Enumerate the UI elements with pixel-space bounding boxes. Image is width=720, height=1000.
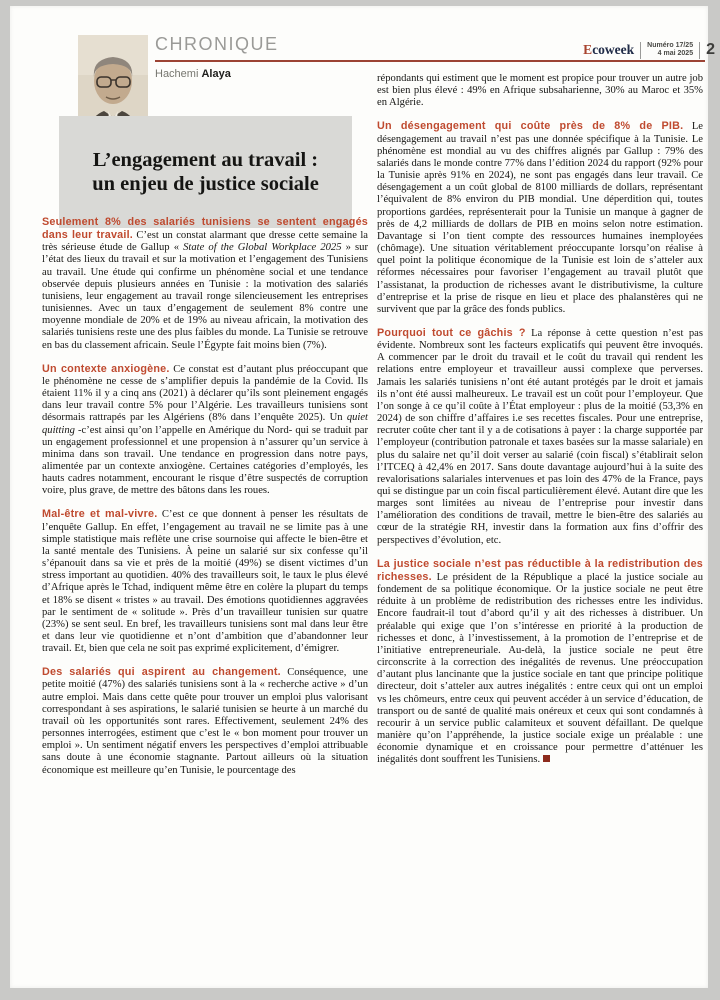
article-column-left (42, 216, 368, 777)
article-title-box (59, 116, 352, 228)
paragraph-text: Le président de la République a placé la justice sociale au fondement de sa politique économique. Or la justice sociale ne peut être réduite à un problème de redistribution des richesses entre les individus. Encore faudrait-il tout d’abord qu’il y ait des richesses à distribuer. Un préalable qui exige que l’on s’intéresse en priorité à la production de richesses et donc, à l’investissement, à la promotion de l’entreprise et de l’initiative entrepreneuriale. Au-delà, la justice sociale ne peut être circonscrite à la correction des inégalités de revenus. Une préoccupation d’autant plus lancinante que la justice sociale en tant que principe politique directeur, doit s’atteler aux autres inégalités : entre ceux qui ont un emploi vs les chômeurs, entre ceux qui peuvent accéder à un service d’éducation, de transport ou de santé de qualité mais onéreux et ceux qui sont condamnés à recourir à un service public calamiteux et souvent défaillant. De quelque manière qu’on l’appréhende, la justice sociale exige un préalable : une économie dynamique et en croissance pour permettre d’atténuer les inégalités dont souffrent les Tunisiens. (377, 571, 703, 766)
paragraph-text: répondants qui estiment que le moment est propice pour trouver un autre job est bien plus élevé : 49% en Afrique subsaharienne, 30% au Maroc et 35% en Algérie. (377, 73, 703, 109)
paragraph-text: La réponse à cette question n’est pas évidente. Nombreux sont les facteurs explicatifs qui peuvent être invoqués. A commencer par le droit du travail et le coût du travail qui rendent les relations entre employeur et travailleur aussi complexe que perverses. Jamais les salariés tunisiens n’ont été autant protégés par le droit et jamais ils n’ont été aussi malheureux. Le travail est un coût pour l’employeur. Que l’on songe à ce qu’il coûte à l’État employeur : plus de la moitié (53,3% en 2024) de son chiffre d’affaires i.e ses recettes fiscales. Pour une entreprise, recruter coûte cher tant il y a de cotisations à payer : la charge supportée par l’employeur (contribution patronale et taxes basées sur la masse salariale) en plus du salaire net qu’il doit verser au salarié (coin fiscal) s’établirait selon l’ITCEQ à 42,4% en 2017. Sans doute davantage aujourd’hui à la suite des revalorisations salariales intervenues et pas loin des 47% de la France, pays qui se distingue par un coin fiscal particulièrement élevé. Autant dire que les marges sont limitées au niveau de l’entreprise pour investir dans l’amélioration des conditions de travail, mettre le bien-être des salariés au cœur de la stratégie RH, investir dans la formation aux fins d’offrir des perspectives d’évolution, etc. (377, 327, 704, 546)
issue-number: Numéro 17/25 (647, 42, 694, 49)
article-column-right (377, 73, 703, 766)
paragraph-text: » sur l’état des lieux du travail et sur la motivation et l’engagement des Tunisiens au travail. Une étude qui confirme un phénomène social et une tendance observée depuis plusieurs années en Tunisie : la motivation des salariés tunisiens, leur engagement au travail ronge silencieusement les entreprises tunisiennes. Avec un taux d’engagement de seulement 8% contre une moyenne mondiale de 20% et de 19% au niveau africain, la motivation des salariés tunisiens reste une des plus faibles du monde. La Tunisie se retrouve en bas du classement africain. Seule l’Égypte fait moins bien (7%). (42, 242, 368, 351)
paragraph-text: Le désengagement au travail n’est pas une donnée spécifique à la Tunisie. Le phénomène est mondial au vu des chiffres alignés par Gallup : 79% des salariés dans le monde contre 77% dans l’édition 2024 du rapport (92% pour la Tunisie après 91% en 2024), ne sont pas engagés dans leur travail. Ce désengagement a un coût global de 8100 milliards de dollars, représentant l’équivalent de 8% environ du PIB mondial. Une déperdition qui, toutes proportions gardées, représenterait pour la Tunisie un manque à gagner de près de 4,2 milliards de dollars de PIB en moins selon notre estimation. Davantage si l’on tient compte des ressources humaines inemployées (chômage). Une situation véritablement préoccupante lorsqu’on réalise à quel point la politique économique de la Tunisie est loin de s’atteler aux réformes nécessaires pour favoriser l’engagement au travail plutôt que l’assistanat, la production de richesses avant le distributivisme, la culture d’entreprise et la prise de risque en lieu et place des phalanstères qui ne survivent que par la grâce des fonds publics. (377, 121, 703, 315)
title-line-1: L’engagement au travail : (92, 149, 319, 171)
badge-divider (699, 42, 700, 59)
article-paragraph (377, 558, 703, 767)
author-last-name: Alaya (201, 68, 231, 80)
issue-info (647, 42, 693, 58)
article-paragraph (377, 73, 703, 109)
article-title (92, 148, 319, 196)
author-byline (155, 68, 231, 80)
paragraph-text: C’est ce que donnent à penser les résultats de l’enquête Gallup. En effet, l’engagement au travail ne se limite pas à une simple statistique mais reflète une crise sournoise qui affecte le bien-être et la santé mentale des Tunisiens. À peine un salarié sur six confesse qu’il s’épanouit dans sa vie et près de la moitié (49%) se disent victimes d’un stress important au quotidien. 40% des travailleurs soit, le taux le plus élevé d’Afrique après le Tchad, indiquent même être en colère la plupart du temps et 18% se disent « tristes » au travail. Des émotions quotidiennes aggravées par le sentiment de « solitude ». Près d’un travailleur tunisien sur quatre (23%) se sent seul. En bref, les travailleurs tunisiens sont mal dans leur être et dans leur vie quotidienne et n’ont d’ambition que d’abandonner leur travail. Et, bien que cela ne soit pas exprimé explicitement, d’émigrer. (42, 509, 368, 655)
paragraph-lead: La justice sociale n’est pas réductible à la redistribution des richesses. (377, 557, 703, 583)
article-paragraph (42, 363, 368, 498)
paragraph-lead: Mal-être et mal-vivre. (42, 508, 158, 521)
masthead-logo (583, 42, 634, 58)
article-paragraph (377, 327, 703, 547)
section-rubric: CHRONIQUE (155, 34, 279, 54)
article-paragraph (42, 666, 368, 776)
paragraph-text: -c’est ainsi qu’on l’appelle en Amérique du Nord- qui se traduit par un engagement professionnel et une propension à n’assurer qu’un service à minima dans son travail. Une tendance en progression dans notre pays, alimentée par un contexte anxiogène. Certaines catégories d’employés, les hauts cadres notamment, encourant le risque d’être suspectés de corruption voire, plus grave, de mettre des bâtons dans les roues. (42, 424, 368, 497)
paragraph-lead: Seulement 8% des salariés tunisiens se sentent engagés dans leur travail. (42, 216, 368, 242)
title-line-2: un enjeu de justice sociale (92, 173, 319, 195)
masthead-block (583, 40, 715, 60)
header-rule (155, 60, 705, 62)
masthead-initial: E (583, 42, 593, 57)
article-paragraph (42, 508, 368, 655)
paragraph-italic: State of the Global Workplace 2025 (183, 242, 342, 254)
article-paragraph (377, 120, 703, 316)
paragraph-italic: quiet quitting (42, 412, 368, 436)
paragraph-text: Conséquence, une petite moitié (47%) des salariés tunisiens sont à la « recherche active » d’un autre emploi. Mais dans cette quête pour trouver un emploi plus valorisant correspondant à ses aspirations, le salarié tunisien se heurte à un marché du travail où les opportunités sont rares. Effectivement, seulement 24% des personnes interrogées, estiment que c’est le « bon moment pour trouver un emploi ». Un sentiment négatif envers les perspectives d’emploi attribuable sans doute à une économie stagnante. Partout ailleurs où la situation économique est meilleure qu’en Tunisie, le pourcentage des (42, 667, 368, 776)
paragraph-text: Ce constat est d’autant plus préoccupant que le phénomène ne cesse de s’amplifier depuis la pandémie de la Covid. Ils étaient 11% il y a cinq ans (2021) à déclarer qu’ils sont pleinement engagés dans leur travail contre 5% pour l’Algérie. Les travailleurs tunisiens sont désormais rattrapés par les Algériens (8% dans l’enquête 2025). Un (42, 363, 369, 424)
paragraph-lead: Des salariés qui aspirent au changement. (42, 666, 281, 679)
article-paragraph (42, 216, 368, 352)
paragraph-lead: Un désengagement qui coûte près de 8% de PIB. (377, 120, 684, 133)
page-number: 2 (706, 41, 715, 58)
author-first-name: Hachemi (155, 68, 202, 80)
issue-date: 4 mai 2025 (657, 50, 694, 57)
masthead-rest: coweek (592, 42, 635, 57)
paragraph-lead: Pourquoi tout ce gâchis ? (377, 326, 526, 339)
badge-divider (640, 42, 641, 59)
article-end-mark (543, 755, 550, 762)
paragraph-text: C’est un constat alarmant que dresse cette semaine la très sérieuse étude de Gallup « (42, 230, 368, 254)
paragraph-lead: Un contexte anxiogène. (42, 362, 170, 375)
